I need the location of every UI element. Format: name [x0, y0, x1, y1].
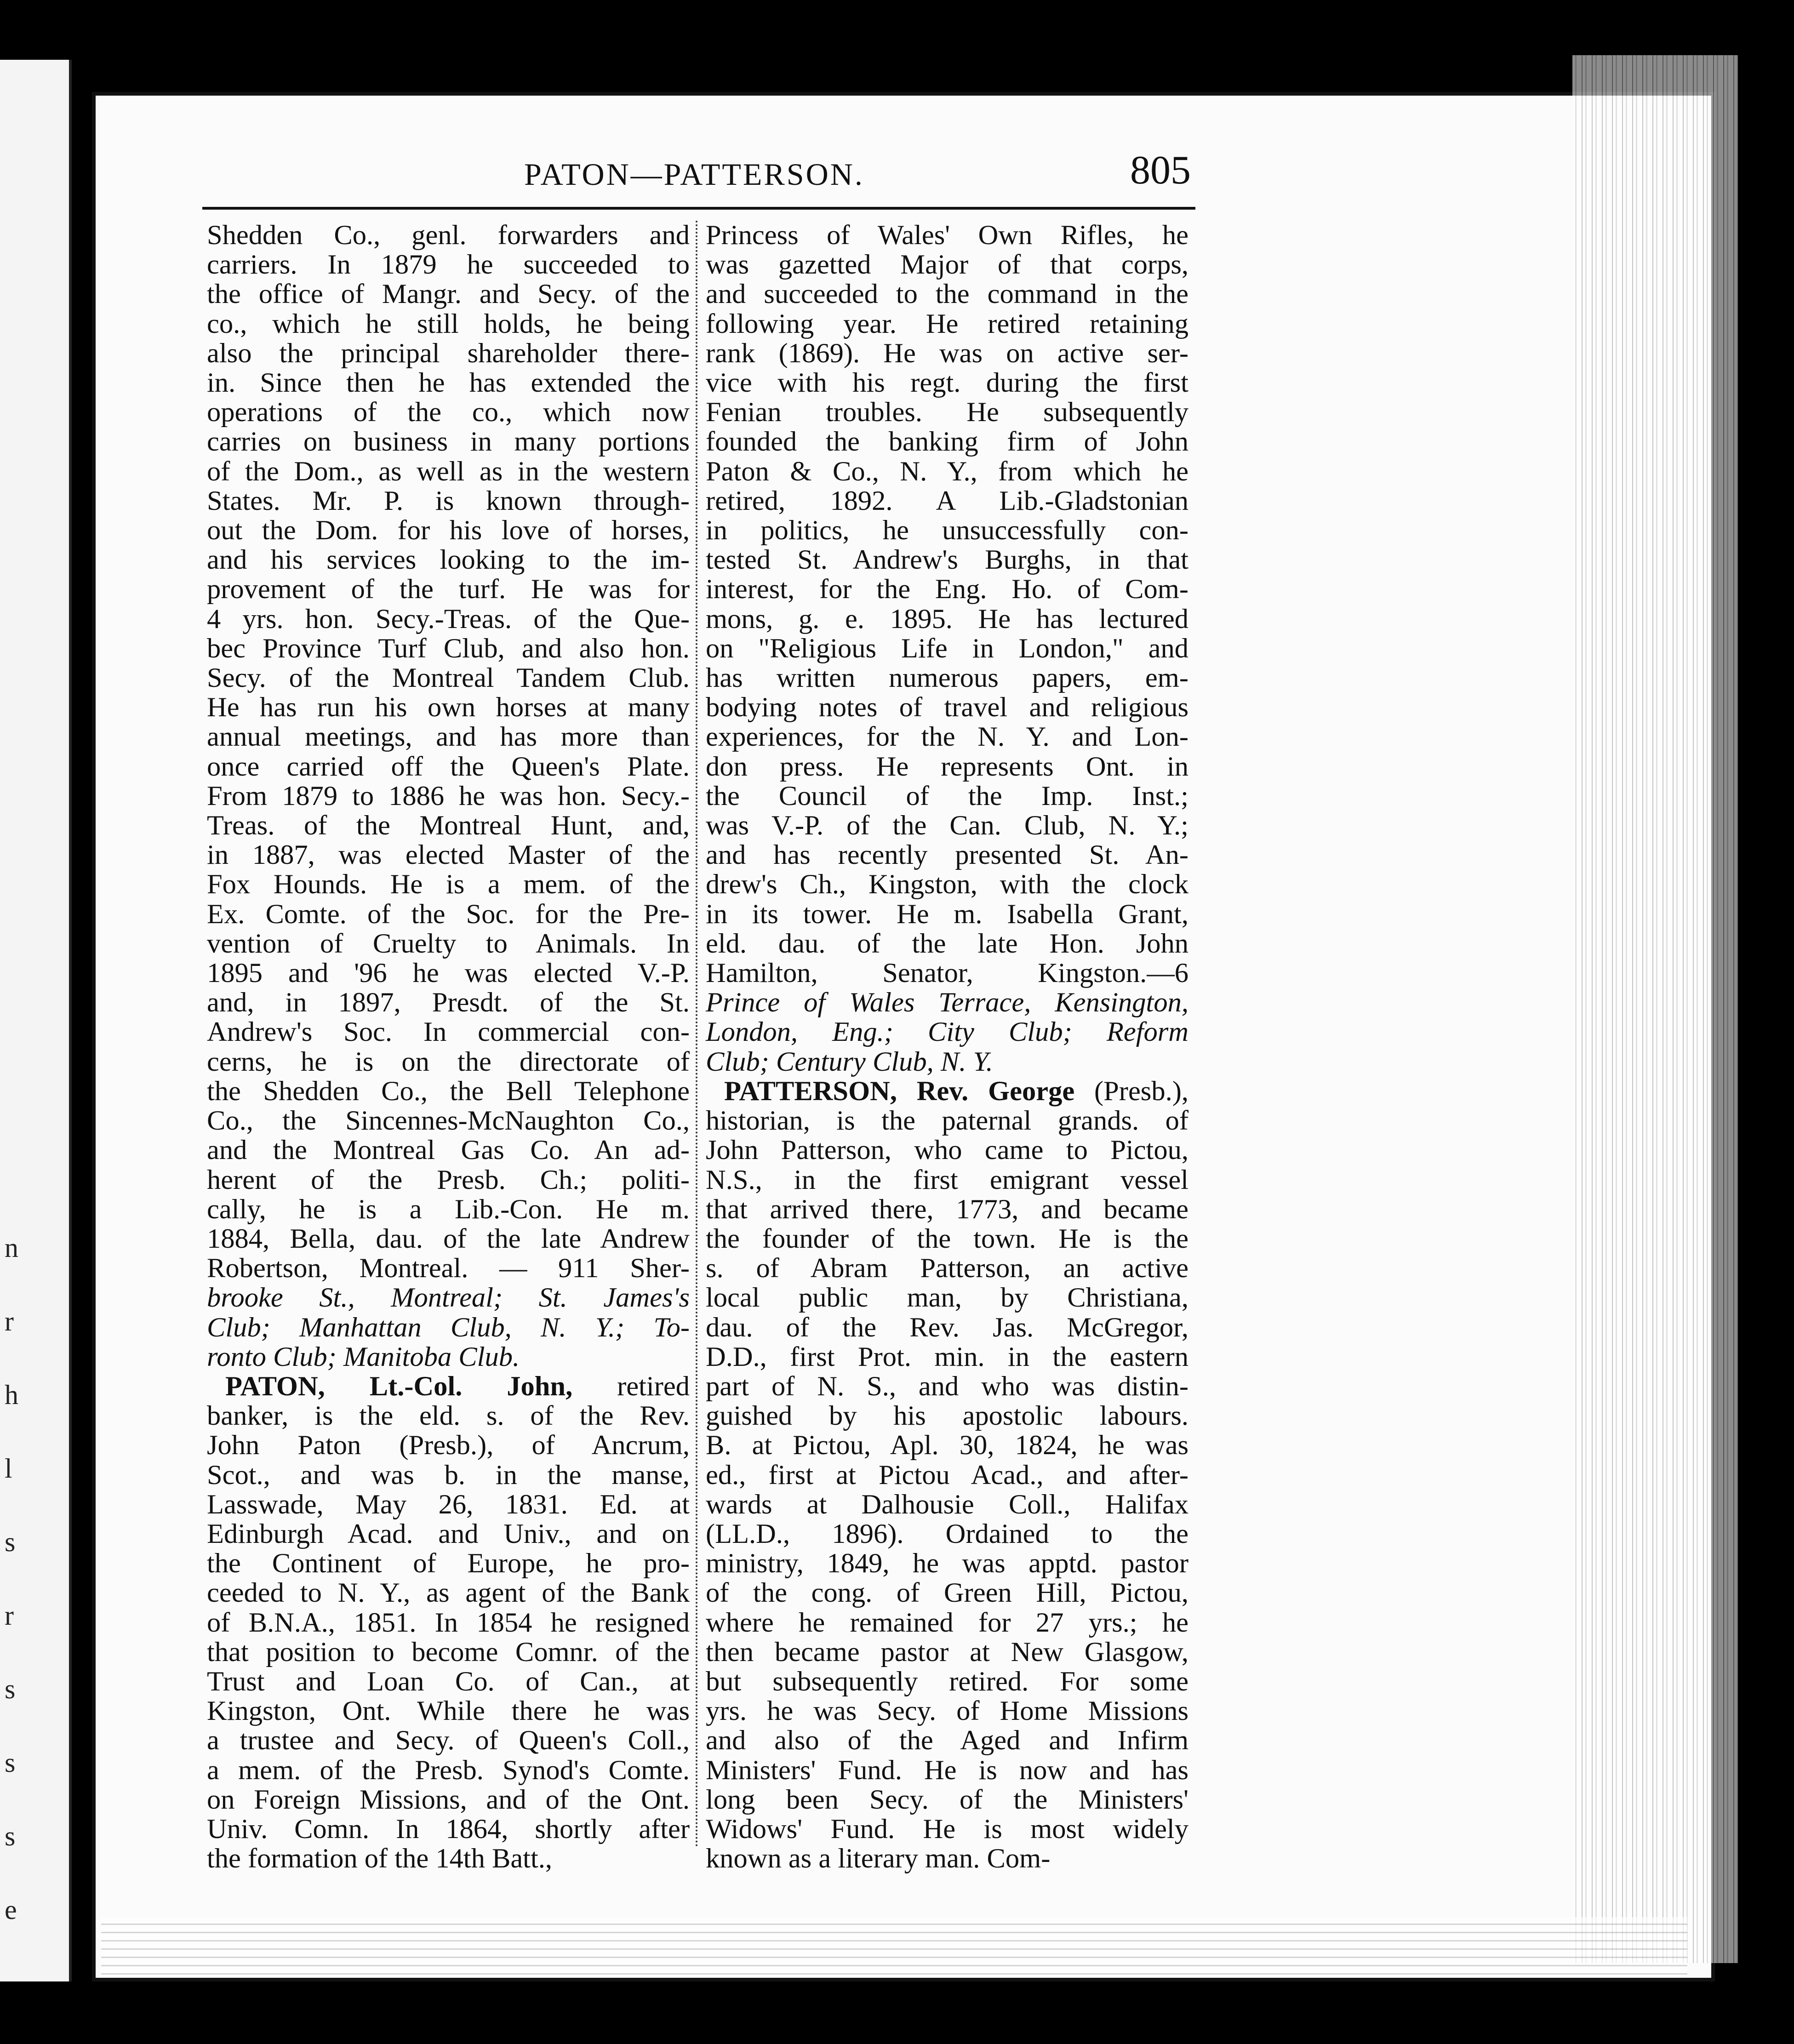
text-line: and also of the Aged and Infirm	[706, 1725, 1188, 1756]
text-line: the Continent of Europe, he pro-	[207, 1548, 690, 1579]
text-line: in its tower. He m. Isabella Grant,	[706, 898, 1188, 930]
margin-fragment: r	[5, 1600, 14, 1631]
text-line: experiences, for the N. Y. and Lon-	[706, 721, 1188, 753]
text-line: Univ. Comn. In 1864, shortly after	[207, 1813, 690, 1844]
margin-fragment: s	[5, 1527, 16, 1557]
text-line: PATON, Lt.-Col. John, retired	[225, 1370, 690, 1402]
text-line: founded the banking firm of John	[706, 426, 1188, 457]
text-line: Fenian troubles. He subsequently	[706, 397, 1188, 428]
page-number: 805	[1130, 148, 1191, 193]
text-line: John Patterson, who came to Pictou,	[706, 1135, 1188, 1166]
margin-fragment: n	[5, 1233, 18, 1263]
text-line: a trustee and Secy. of Queen's Coll.,	[207, 1725, 690, 1756]
running-head: PATON—PATTERSON.	[524, 157, 864, 192]
text-line: ceeded to N. Y., as agent of the Bank	[207, 1577, 690, 1609]
text-line: in. Since then he has extended the	[207, 367, 690, 399]
text-line: eld. dau. of the late Hon. John	[706, 928, 1188, 959]
text-line: following year. He retired retaining	[706, 308, 1188, 339]
text-line: Club; Manhattan Club, N. Y.; To-	[207, 1312, 690, 1343]
text-line: provement of the turf. He was for	[207, 574, 690, 605]
text-line: on "Religious Life in London," and	[706, 633, 1188, 664]
text-line: banker, is the eld. s. of the Rev.	[207, 1400, 690, 1432]
text-line: ronto Club; Manitoba Club.	[207, 1341, 520, 1372]
text-line: mons, g. e. 1895. He has lectured	[706, 603, 1188, 634]
text-line: drew's Ch., Kingston, with the clock	[706, 869, 1188, 900]
text-line: Scot., and was b. in the manse,	[207, 1459, 690, 1490]
text-line: then became pastor at New Glasgow,	[706, 1636, 1188, 1667]
text-line: annual meetings, and has more than	[207, 721, 690, 753]
text-line: and succeeded to the command in the	[706, 279, 1188, 310]
text-line: the office of Mangr. and Secy. of the	[207, 279, 690, 310]
text-line: was gazetted Major of that corps,	[706, 249, 1188, 280]
text-line: bec Province Turf Club, and also hon.	[207, 633, 690, 664]
text-line: yrs. he was Secy. of Home Missions	[706, 1696, 1188, 1727]
text-line: B. at Pictou, Apl. 30, 1824, he was	[706, 1430, 1188, 1461]
margin-fragment: s	[5, 1674, 16, 1704]
text-line: herent of the Presb. Ch.; politi-	[207, 1164, 690, 1195]
text-line: local public man, by Christiana,	[706, 1282, 1188, 1313]
text-line: carriers. In 1879 he succeeded to	[207, 249, 690, 280]
text-line: Prince of Wales Terrace, Kensington,	[706, 987, 1188, 1018]
text-line: tested St. Andrew's Burghs, in that	[706, 544, 1188, 576]
text-line: Fox Hounds. He is a mem. of the	[207, 869, 690, 900]
text-line: rank (1869). He was on active ser-	[706, 337, 1188, 369]
right-column	[706, 221, 1188, 1873]
text-line: He has run his own horses at many	[207, 692, 690, 723]
text-line: out the Dom. for his love of horses,	[207, 515, 690, 546]
text-line: vention of Cruelty to Animals. In	[207, 928, 690, 959]
text-line: of B.N.A., 1851. In 1854 he resigned	[207, 1607, 690, 1638]
text-line: carries on business in many portions	[207, 426, 690, 457]
text-line: 4 yrs. hon. Secy.-Treas. of the Que-	[207, 603, 690, 634]
text-line: the founder of the town. He is the	[706, 1223, 1188, 1254]
text-line: where he remained for 27 yrs.; he	[706, 1607, 1188, 1638]
text-line: Robertson, Montreal. — 911 Sher-	[207, 1253, 690, 1284]
text-line: Shedden Co., genl. forwarders and	[207, 220, 690, 251]
text-line: Treas. of the Montreal Hunt, and,	[207, 810, 690, 841]
text-line: cerns, he is on the directorate of	[207, 1046, 690, 1077]
text-line: retired, 1892. A Lib.-Gladstonian	[706, 485, 1188, 516]
text-line: the Council of the Imp. Inst.;	[706, 780, 1188, 811]
margin-fragment: s	[5, 1821, 16, 1851]
text-line: Edinburgh Acad. and Univ., and on	[207, 1518, 690, 1549]
text-line: operations of the co., which now	[207, 397, 690, 428]
text-line: of the Dom., as well as in the western	[207, 456, 690, 487]
text-line: of the cong. of Green Hill, Pictou,	[706, 1577, 1188, 1609]
text-line: Princess of Wales' Own Rifles, he	[706, 220, 1188, 251]
text-line: the Shedden Co., the Bell Telephone	[207, 1075, 690, 1107]
text-line: Club; Century Club, N. Y.	[706, 1046, 993, 1077]
text-line: long been Secy. of the Ministers'	[706, 1784, 1188, 1815]
margin-fragment: l	[5, 1453, 12, 1484]
margin-fragment: e	[5, 1895, 17, 1925]
text-line: and, in 1897, Presdt. of the St.	[207, 987, 690, 1018]
text-line: that arrived there, 1773, and became	[706, 1193, 1188, 1225]
text-line: 1895 and '96 he was elected V.-P.	[207, 958, 690, 989]
left-column	[207, 221, 690, 1873]
text-line: From 1879 to 1886 he was hon. Secy.-	[207, 780, 690, 811]
scan-noise-right	[1572, 55, 1738, 1963]
margin-fragment: s	[5, 1747, 16, 1778]
text-line: D.D., first Prot. min. in the eastern	[706, 1341, 1188, 1372]
text-line: dau. of the Rev. Jas. McGregor,	[706, 1312, 1188, 1343]
text-line: interest, for the Eng. Ho. of Com-	[706, 574, 1188, 605]
text-line: a mem. of the Presb. Synod's Comte.	[207, 1754, 690, 1786]
text-line: in politics, he unsuccessfully con-	[706, 515, 1188, 546]
text-line: States. Mr. P. is known through-	[207, 485, 690, 516]
text-line: and his services looking to the im-	[207, 544, 690, 576]
margin-fragment: h	[5, 1380, 18, 1410]
text-line: has written numerous papers, em-	[706, 662, 1188, 694]
text-line: ed., first at Pictou Acad., and after-	[706, 1459, 1188, 1490]
text-line: brooke St., Montreal; St. James's	[207, 1282, 690, 1313]
text-line: John Paton (Presb.), of Ancrum,	[207, 1430, 690, 1461]
margin-fragment: r	[5, 1306, 14, 1336]
text-line: in 1887, was elected Master of the	[207, 839, 690, 871]
text-line: Ex. Comte. of the Soc. for the Pre-	[207, 898, 690, 930]
text-line: part of N. S., and who was distin-	[706, 1370, 1188, 1402]
text-line: wards at Dalhousie Coll., Halifax	[706, 1489, 1188, 1520]
text-line: Ministers' Fund. He is now and has	[706, 1754, 1188, 1786]
text-line: cally, he is a Lib.-Con. He m.	[207, 1193, 690, 1225]
text-line: that position to become Comnr. of the	[207, 1636, 690, 1667]
text-line: Secy. of the Montreal Tandem Club.	[207, 662, 690, 694]
text-line: Hamilton, Senator, Kingston.—6	[706, 958, 1188, 989]
text-line: known as a literary man. Com-	[706, 1843, 1051, 1874]
text-line: Widows' Fund. He is most widely	[706, 1813, 1188, 1844]
text-line: co., which he still holds, he being	[207, 308, 690, 339]
text-line: Andrew's Soc. In commercial con-	[207, 1016, 690, 1048]
text-line: don press. He represents Ont. in	[706, 751, 1188, 782]
text-line: also the principal shareholder there-	[207, 337, 690, 369]
text-line: but subsequently retired. For some	[706, 1666, 1188, 1697]
text-line: was V.-P. of the Can. Club, N. Y.;	[706, 810, 1188, 841]
entry-headname: PATON, Lt.-Col. John,	[225, 1370, 573, 1402]
text-line: and has recently presented St. An-	[706, 839, 1188, 871]
text-line: London, Eng.; City Club; Reform	[706, 1016, 1188, 1048]
text-line: once carried off the Queen's Plate.	[207, 751, 690, 782]
entry-headname: PATTERSON, Rev. George	[724, 1075, 1075, 1107]
text-line: vice with his regt. during the first	[706, 367, 1188, 399]
text-line: Lasswade, May 26, 1831. Ed. at	[207, 1489, 690, 1520]
text-line: on Foreign Missions, and of the Ont.	[207, 1784, 690, 1815]
text-line: Co., the Sincennes-McNaughton Co.,	[207, 1105, 690, 1136]
text-line: the formation of the 14th Batt.,	[207, 1843, 553, 1874]
text-line: bodying notes of travel and religious	[706, 692, 1188, 723]
text-line: ministry, 1849, he was apptd. pastor	[706, 1548, 1188, 1579]
text-line: Kingston, Ont. While there he was	[207, 1696, 690, 1727]
text-line: s. of Abram Patterson, an active	[706, 1253, 1188, 1284]
adjacent-page-fragment	[0, 60, 72, 1981]
text-line: Trust and Loan Co. of Can., at	[207, 1666, 690, 1697]
text-line: Paton & Co., N. Y., from which he	[706, 456, 1188, 487]
text-line: guished by his apostolic labours.	[706, 1400, 1188, 1432]
page-header	[202, 147, 1195, 210]
text-line: 1884, Bella, dau. of the late Andrew	[207, 1223, 690, 1254]
text-line: (LL.D., 1896). Ordained to the	[706, 1518, 1188, 1549]
text-line: and the Montreal Gas Co. An ad-	[207, 1135, 690, 1166]
text-line: N.S., in the first emigrant vessel	[706, 1164, 1188, 1195]
text-line: PATTERSON, Rev. George (Presb.),	[724, 1075, 1188, 1107]
text-line: historian, is the paternal grands. of	[706, 1105, 1188, 1136]
column-divider	[696, 221, 697, 1848]
scan-noise-bottom	[101, 1917, 1687, 1977]
